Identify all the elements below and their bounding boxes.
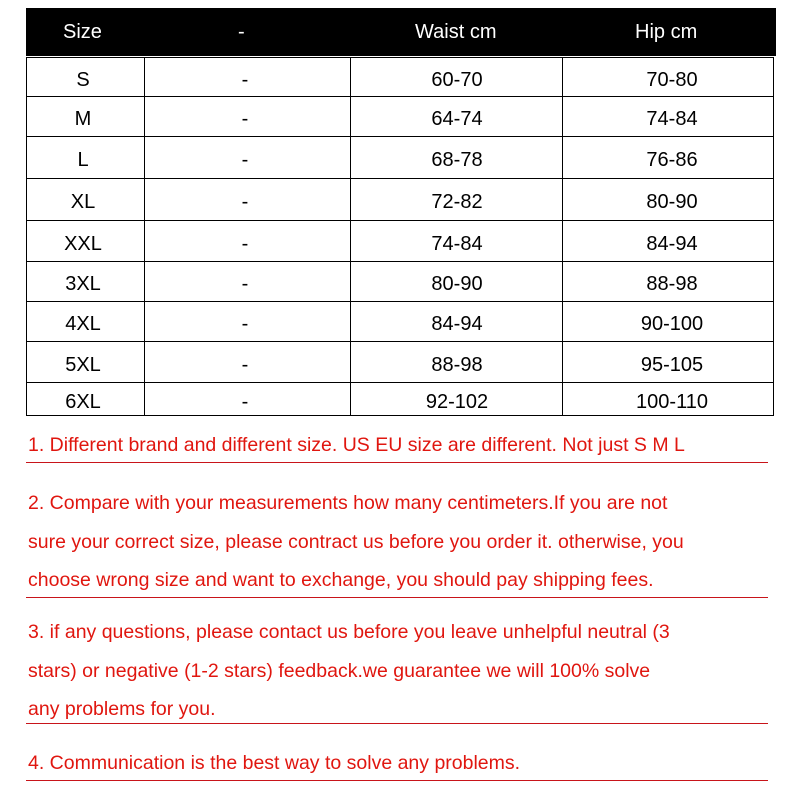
size-table-header: [26, 8, 776, 56]
cell-waist: 64-74: [431, 108, 483, 130]
note-3-line: stars) or negative (1-2 stars) feedback.we guarantee we will 100% solve: [28, 659, 651, 682]
cell-waist: 84-94: [431, 313, 483, 335]
row-divider: [27, 341, 773, 342]
note-divider: [26, 462, 768, 463]
column-divider: [144, 58, 145, 415]
row-divider: [27, 382, 773, 383]
cell-size: 4XL: [65, 313, 101, 335]
cell-hip: 88-98: [646, 273, 698, 295]
cell-hip: 90-100: [640, 313, 704, 335]
note-3-line: any problems for you.: [28, 698, 216, 720]
cell-waist: 80-90: [431, 273, 483, 295]
column-divider: [562, 58, 563, 415]
cell-size: 3XL: [65, 273, 101, 295]
note-2-line: choose wrong size and want to exchange, you should pay shipping fees.: [28, 569, 654, 591]
cell-dash: -: [241, 191, 249, 213]
cell-hip: 84-94: [646, 232, 698, 255]
note-3-line: 3. if any questions, please contact us before you leave unhelpful neutral (3: [28, 621, 670, 643]
header-hip: Hip cm: [635, 21, 698, 43]
cell-dash: -: [241, 391, 249, 413]
note-2-line: sure your correct size, please contract us before you order it. otherwise, you: [28, 530, 684, 553]
cell-size: S: [76, 69, 90, 91]
row-divider: [27, 136, 773, 137]
cell-waist: 60-70: [431, 69, 483, 91]
row-divider: [27, 261, 773, 262]
cell-dash: -: [241, 273, 249, 295]
cell-hip: 95-105: [640, 353, 704, 376]
cell-waist: 68-78: [431, 149, 483, 171]
row-divider: [27, 178, 773, 179]
row-divider: [27, 301, 773, 302]
note-divider: [26, 597, 768, 598]
row-divider: [27, 96, 773, 97]
header-waist: Waist cm: [415, 21, 497, 43]
cell-hip: 80-90: [646, 191, 698, 213]
note-divider: [26, 780, 768, 781]
cell-size: 6XL: [65, 391, 101, 413]
size-table: [26, 57, 774, 416]
cell-dash: -: [241, 69, 249, 91]
cell-hip: 100-110: [636, 391, 708, 413]
cell-dash: -: [241, 313, 249, 335]
cell-dash: -: [241, 232, 249, 255]
cell-hip: 76-86: [646, 149, 698, 171]
note-1-line: 1. Different brand and different size. US EU size are different. Not just S M L: [28, 434, 685, 456]
cell-dash: -: [241, 353, 249, 376]
note-divider: [26, 723, 768, 724]
cell-hip: 74-84: [646, 108, 698, 130]
cell-size: 5XL: [65, 353, 101, 376]
note-4-line: 4. Communication is the best way to solve any problems.: [28, 752, 521, 774]
cell-size: L: [77, 149, 89, 171]
cell-waist: 88-98: [431, 353, 483, 376]
cell-hip: 70-80: [646, 69, 698, 91]
row-divider: [27, 220, 773, 221]
header-dash: -: [238, 21, 245, 43]
cell-dash: -: [241, 108, 249, 130]
cell-dash: -: [241, 149, 249, 171]
cell-waist: 92-102: [425, 391, 489, 413]
cell-size: M: [74, 108, 92, 130]
column-divider: [350, 58, 351, 415]
cell-waist: 72-82: [431, 191, 483, 213]
header-size: Size: [63, 21, 102, 43]
cell-size: XXL: [64, 232, 102, 255]
note-2-line: 2. Compare with your measurements how many centimeters.If you are not: [28, 492, 668, 514]
cell-waist: 74-84: [431, 232, 483, 255]
cell-size: XL: [70, 191, 96, 213]
